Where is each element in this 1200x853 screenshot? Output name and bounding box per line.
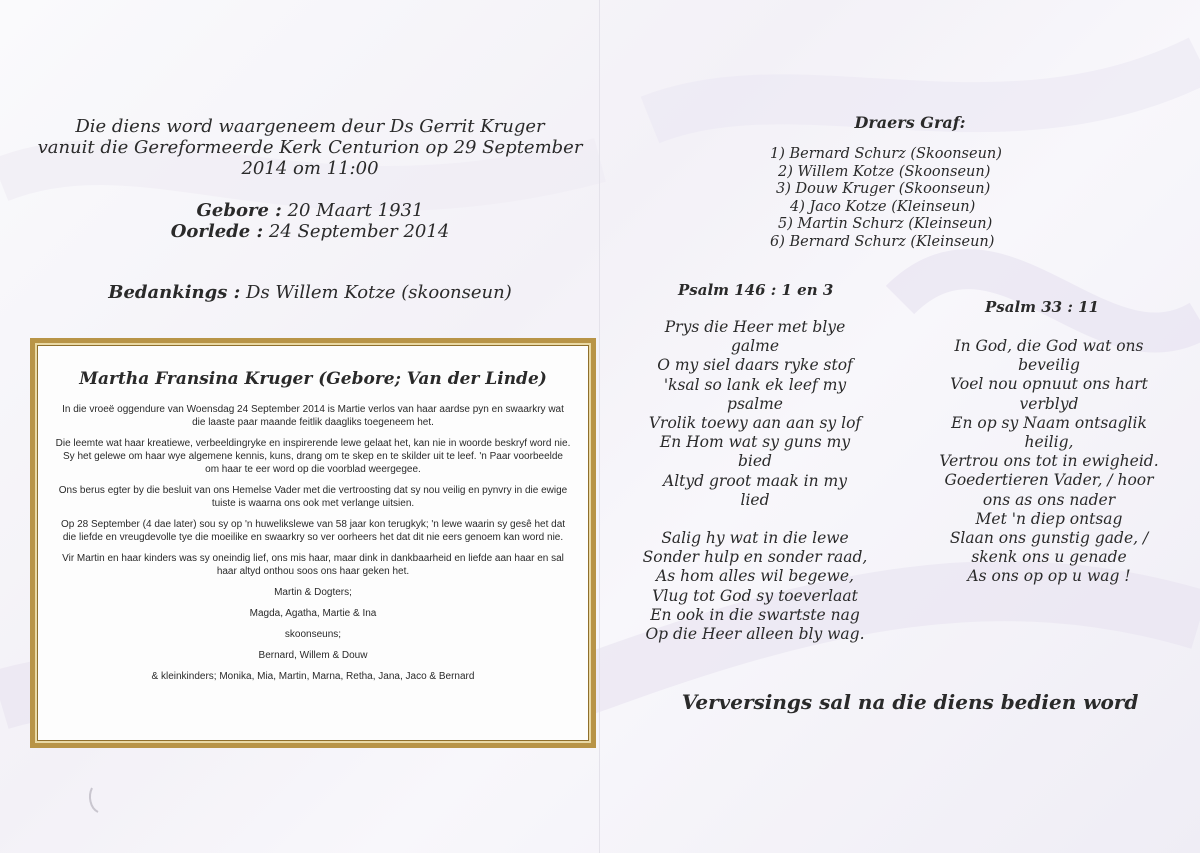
- family-line: Martin & Dogters;: [274, 587, 352, 598]
- obituary-paragraph: Ons berus egter by die besluit van ons Hemelse Vader met die vertroosting dat sy nou veilig en pynvry in die ewige tuiste is waarna ons ook met verlange uitsien.: [58, 485, 568, 509]
- dates-block: [150, 200, 470, 242]
- refreshments-note: Verversings sal na die diens bedien word: [681, 690, 1139, 714]
- verse-line: Voel nou opnuut ons hart: [950, 375, 1148, 394]
- verse-line: Vertrou ons tot in ewigheid.: [939, 452, 1159, 471]
- verse-line: Op die Heer alleen bly wag.: [645, 625, 865, 644]
- verse-line: Altyd groot maak in my: [663, 471, 847, 490]
- family-line: Magda, Agatha, Martie & Ina: [249, 608, 377, 619]
- family-line: skoonseuns;: [284, 629, 342, 640]
- verse-line: In God, die God wat ons: [954, 337, 1144, 355]
- died-label: Oorlede :: [170, 221, 264, 242]
- page-curl-mark: [86, 786, 106, 816]
- obituary-paragraph: Vir Martin en haar kinders was sy oneindig lief, ons mis haar, maar dink in dankbaarheid en liefde aan haar en sal haar altyd onthou soos ons haar geken het.: [62, 553, 564, 577]
- verse-line: heilig,: [1024, 433, 1074, 452]
- thanks-row: [0, 282, 620, 303]
- obituary-frame: [30, 338, 596, 748]
- family-line: & kleinkinders; Monika, Mia, Martin, Marna, Retha, Jana, Jaco & Bernard: [151, 671, 475, 682]
- family-line: Bernard, Willem & Douw: [258, 650, 368, 661]
- obituary-title: Martha Fransina Kruger (Gebore; Van der Linde): [79, 369, 547, 389]
- pallbearer-item: 1) Bernard Schurz (Skoonseun): [770, 146, 1002, 162]
- stanza-gap: [610, 510, 900, 529]
- verse-line: bied: [738, 452, 772, 471]
- pallbearers-list: [760, 146, 1060, 252]
- intro-line: Die diens word waargeneem deur Ds Gerrit Kruger: [75, 116, 545, 137]
- died-value: 24 September 2014: [268, 221, 450, 242]
- psalm-33-verse: [918, 337, 1180, 587]
- right-page: [600, 0, 1200, 853]
- verse-line: galme: [731, 337, 779, 356]
- verse-line: Salig hy wat in die lewe: [661, 529, 849, 548]
- pallbearer-item: 2) Willem Kotze (Skoonseun): [778, 163, 991, 180]
- intro-line: vanuit die Gereformeerde Kerk Centurion op 29 September: [37, 137, 583, 158]
- verse-line: verblyd: [1019, 394, 1079, 413]
- verse-line: En ook in die swartste nag: [650, 605, 860, 624]
- verse-line: lied: [740, 490, 770, 509]
- service-intro: [30, 116, 590, 179]
- obituary-paragraph: Die leemte wat haar kreatiewe, verbeeldingryke en inspirerende lewe gelaat het, kan nie in woorde beskryf word nie. Sy het gelewe om haar wye algemene kennis, kuns, drang om te skep en te skilder uit te leef. 'n Paar voorbeelde om haar te eer word op die voorblad weergegee.: [55, 438, 571, 475]
- verse-line: Met 'n diep ontsag: [975, 509, 1123, 528]
- thanks-value: Ds Willem Kotze (skoonseun): [246, 282, 512, 303]
- verse-line: As ons op op u wag !: [967, 567, 1131, 586]
- verse-line: Slaan ons gunstig gade, /: [949, 529, 1149, 548]
- pallbearer-item: 3) Douw Kruger (Skoonseun): [776, 181, 991, 198]
- verse-line: Goedertieren Vader, / hoor: [944, 471, 1154, 490]
- died-row: [150, 221, 470, 242]
- verse-line: En op sy Naam ontsaglik: [951, 413, 1147, 432]
- obituary-paragraph: Op 28 September (4 dae later) sou sy op 'n huwelikslewe van 58 jaar kon terugkyk; 'n lewe waarin sy gesê het dat die liefde en vreugdevolle tye die moeilike en swaarkry so ver oorheers het dat dit nie eers genoem kan word nie.: [60, 519, 566, 543]
- pallbearer-item: 4) Jaco Kotze (Kleinseun): [790, 198, 976, 215]
- obituary-text: [55, 403, 571, 691]
- thanks-label: Bedankings :: [108, 282, 241, 303]
- verse-line: En Hom wat sy guns my: [659, 433, 851, 452]
- obituary-paragraph: In die vroeë oggendure van Woensdag 24 September 2014 is Martie verlos van haar aardse pyn en swaarkry wat die laaste paar maande feitlik daagliks toegeneem het.: [62, 404, 564, 428]
- verse-line: 'ksal so lank ek leef my: [663, 375, 847, 394]
- pallbearers-title: Draers Graf:: [854, 113, 966, 132]
- intro-line: 2014 om 11:00: [241, 158, 379, 179]
- pallbearer-item: 6) Bernard Schurz (Kleinseun): [770, 233, 995, 250]
- verse-line: beveilig: [1018, 356, 1080, 375]
- born-value: 20 Maart 1931: [287, 200, 424, 221]
- verse-line: skenk ons u genade: [971, 548, 1127, 567]
- verse-line: O my siel daars ryke stof: [657, 356, 853, 375]
- verse-line: As hom alles wil begewe,: [656, 567, 854, 586]
- verse-line: ons as ons nader: [982, 490, 1116, 509]
- psalm-33-title: Psalm 33 : 11: [985, 298, 1099, 316]
- psalm-146-verse: [610, 318, 900, 644]
- born-label: Gebore :: [196, 200, 282, 221]
- verse-line: Sonder hulp en sonder raad,: [642, 548, 868, 567]
- pallbearer-item: 5) Martin Schurz (Kleinseun): [778, 216, 993, 233]
- verse-line: Vlug tot God sy toeverlaat: [652, 586, 858, 605]
- verse-line: psalme: [727, 394, 783, 413]
- born-row: [150, 200, 470, 221]
- verse-line: Prys die Heer met blye: [664, 318, 846, 336]
- psalm-146-title: Psalm 146 : 1 en 3: [678, 281, 834, 299]
- verse-line: Vrolik toewy aan aan sy lof: [648, 414, 862, 433]
